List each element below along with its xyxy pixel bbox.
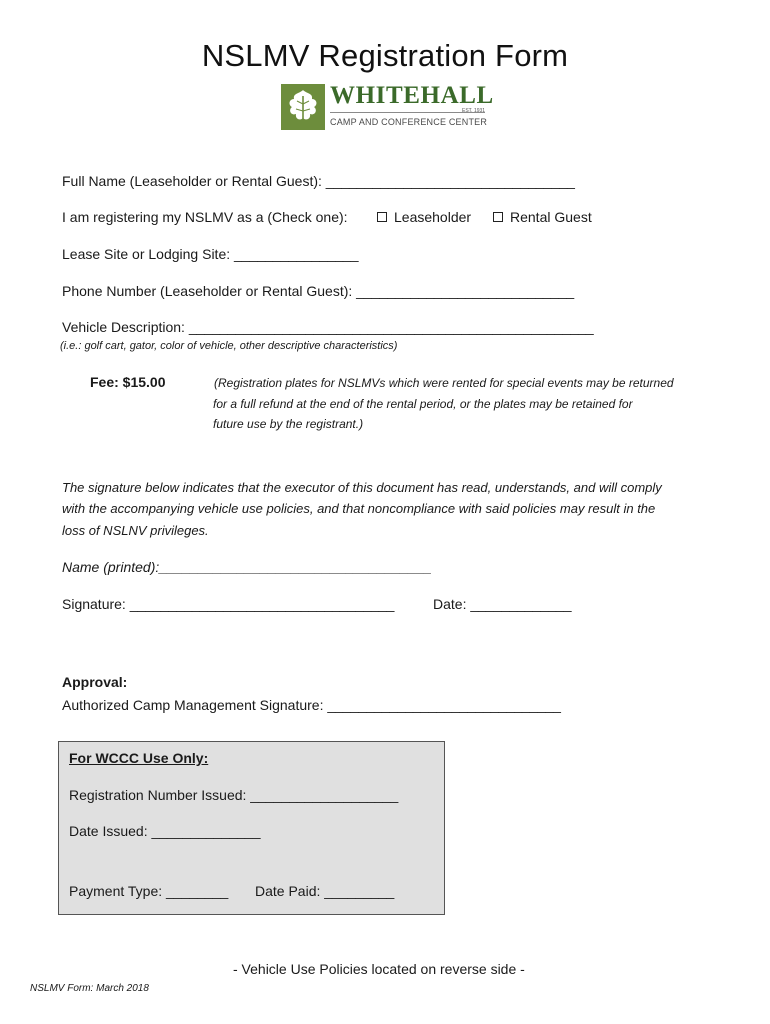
- whitehall-logo: [281, 82, 494, 132]
- date-issued-field[interactable]: Date Issued: ______________: [69, 823, 261, 839]
- registration-number-field[interactable]: Registration Number Issued: ___________________: [69, 787, 399, 803]
- oak-leaf-icon: [281, 84, 325, 130]
- signature-field[interactable]: Signature: __________________________________: [62, 596, 395, 612]
- full-name-field[interactable]: Full Name (Leaseholder or Rental Guest): ________________________________: [62, 173, 575, 189]
- lease-site-field[interactable]: Lease Site or Lodging Site: ________________: [62, 246, 359, 262]
- page-title: NSLMV Registration Form: [201, 38, 569, 73]
- vehicle-description-field[interactable]: Vehicle Description: ____________________________________________________: [62, 319, 594, 335]
- form-id: NSLMV Form: March 2018: [30, 983, 149, 994]
- office-use-heading: For WCCC Use Only:: [69, 750, 209, 766]
- office-use-box: [58, 741, 445, 915]
- phone-field[interactable]: Phone Number (Leaseholder or Rental Guest): ____________________________: [62, 283, 575, 299]
- approval-signature-field[interactable]: Authorized Camp Management Signature: ______________________________: [62, 697, 561, 713]
- option-leaseholder[interactable]: [377, 209, 471, 225]
- approval-heading: Approval:: [62, 674, 128, 690]
- option-leaseholder-label: Leaseholder: [394, 209, 472, 225]
- fee-note-line-1: (Registration plates for NSLMVs which were rented for special events may be returned: [214, 376, 674, 390]
- checkbox-icon[interactable]: [493, 212, 503, 222]
- fee-note-line-2: for a full refund at the end of the rental period, or the plates may be retained for: [213, 397, 633, 411]
- date-paid-field[interactable]: Date Paid: _________: [255, 883, 395, 899]
- fee-note-line-3: future use by the registrant.): [213, 417, 364, 431]
- checkbox-icon[interactable]: [377, 212, 387, 222]
- registering-as-label: I am registering my NSLMV as a (Check one):: [62, 209, 348, 225]
- logo-est: EST. 1931: [462, 108, 486, 114]
- vehicle-hint: (i.e.: golf cart, gator, color of vehicle, other descriptive characteristics): [60, 340, 398, 352]
- name-printed-field[interactable]: Name (printed):___________________________________: [62, 559, 432, 575]
- statement-line-3: loss of NSLNV privileges.: [62, 523, 209, 538]
- reverse-side-note: - Vehicle Use Policies located on reverse side -: [233, 961, 525, 977]
- date-field[interactable]: Date: _____________: [433, 596, 572, 612]
- option-rental-guest-label: Rental Guest: [510, 209, 592, 225]
- option-rental-guest[interactable]: [493, 209, 592, 225]
- statement-line-2: with the accompanying vehicle use policies, and that noncompliance with said policies may result in the: [62, 501, 656, 516]
- logo-tagline: CAMP AND CONFERENCE CENTER: [330, 117, 488, 127]
- fee-label: Fee: $15.00: [90, 374, 166, 390]
- payment-type-field[interactable]: Payment Type: ________: [69, 883, 229, 899]
- statement-line-1: The signature below indicates that the executor of this document has read, understands, and will comply: [62, 480, 662, 495]
- logo-brand-text: WHITEHALL: [330, 82, 494, 109]
